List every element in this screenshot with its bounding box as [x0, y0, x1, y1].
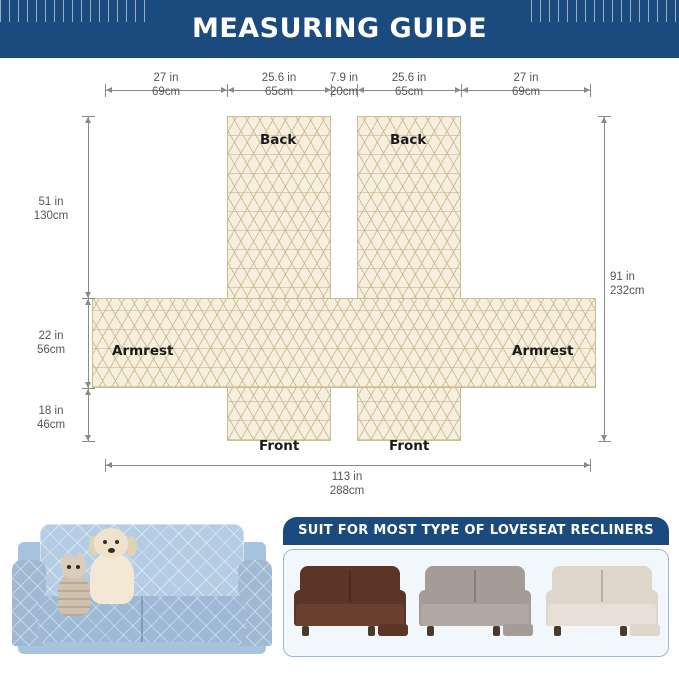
- dog-eye-left: [103, 540, 107, 544]
- left-dim-0-inches: 51 in: [38, 196, 64, 208]
- label-front-left: Front: [259, 438, 300, 454]
- recliner-seat: [296, 604, 404, 626]
- top-dim-1-cm: 65cm: [264, 86, 294, 98]
- left-dim-2-cm: 46cm: [36, 419, 66, 431]
- top-dim-1-inches: 25.6 in: [261, 72, 297, 84]
- label-back-right: Back: [390, 132, 427, 148]
- bottom-section: [0, 490, 679, 679]
- recliner-gray: [419, 564, 531, 644]
- page-title: MEASURING GUIDE: [191, 13, 488, 44]
- sofa-seat-split: [141, 596, 143, 642]
- top-arrow-0l: [106, 87, 112, 93]
- bottom-dim-inches: 113 in: [331, 471, 363, 483]
- top-tick-5: [590, 84, 591, 97]
- top-dim-4-cm: 69cm: [511, 86, 541, 98]
- top-dim-2-inches: 7.9 in: [329, 72, 359, 84]
- right-tick-1: [598, 441, 611, 442]
- measurement-diagram: [0, 58, 679, 497]
- right-dim: [610, 270, 672, 298]
- left-dim-0: [20, 195, 82, 223]
- recliner-seat: [548, 604, 656, 626]
- recliner-backrest: [552, 566, 652, 606]
- product-photo: [8, 500, 276, 668]
- left-dim-1-inches: 22 in: [38, 330, 64, 342]
- dog-nose: [108, 548, 115, 553]
- dog-head: [94, 528, 128, 558]
- recliner-leg-left: [427, 626, 434, 636]
- left-dim-1: [20, 329, 82, 357]
- label-front-right: Front: [389, 438, 430, 454]
- dog-body: [90, 552, 134, 604]
- dog-illustration: [86, 528, 140, 602]
- recliner-leg-left: [302, 626, 309, 636]
- top-dim-0-inches: 27 in: [153, 72, 179, 84]
- recliner-leg-left: [554, 626, 561, 636]
- panel-back-left: [227, 116, 331, 441]
- recliner-leg-right: [368, 626, 375, 636]
- left-tick-3: [82, 441, 95, 442]
- top-dim-0-cm: 69cm: [151, 86, 181, 98]
- compatibility-body: [283, 549, 669, 657]
- bottom-tick-1: [590, 459, 591, 472]
- left-arrow-0u: [85, 117, 91, 123]
- page-header: [0, 0, 679, 58]
- top-arrow-0r: [221, 87, 227, 93]
- bottom-arrow-left: [106, 462, 112, 468]
- top-arrow-4l: [462, 87, 468, 93]
- left-dim-2: [20, 404, 82, 432]
- cat-stripes: [58, 574, 90, 616]
- panel-back-right: [357, 116, 461, 441]
- right-dim-inches: 91 in: [610, 271, 635, 283]
- recliner-backrest: [300, 566, 400, 606]
- bottom-dim-cm: 288cm: [329, 485, 365, 497]
- recliner-brown: [294, 564, 406, 644]
- left-dim-0-cm: 130cm: [33, 210, 69, 222]
- bottom-arrow-right: [584, 462, 590, 468]
- right-arrow-up: [601, 117, 607, 123]
- right-arrow-down: [601, 435, 607, 441]
- cat-illustration: [54, 556, 94, 616]
- top-dim-2-cm: 20cm: [329, 86, 359, 98]
- recliner-seat: [421, 604, 529, 626]
- left-arrow-1u: [85, 299, 91, 305]
- top-arrow-4r: [584, 87, 590, 93]
- cat-eye-right: [76, 565, 80, 569]
- dog-eye-right: [115, 540, 119, 544]
- cat-eye-left: [67, 565, 71, 569]
- top-arrow-1l: [228, 87, 234, 93]
- bottom-dimension-line: [105, 465, 590, 466]
- left-dim-1-cm: 56cm: [36, 344, 66, 356]
- compatibility-panel: [283, 517, 669, 663]
- cat-head: [61, 556, 87, 579]
- top-dim-0: [126, 71, 206, 99]
- right-dim-cm: 232cm: [610, 285, 645, 297]
- left-dim-2-inches: 18 in: [38, 405, 64, 417]
- left-arrow-2d: [85, 435, 91, 441]
- top-dim-4: [486, 71, 566, 99]
- left-arrow-2u: [85, 389, 91, 395]
- recliner-leg-right: [493, 626, 500, 636]
- top-dim-3: [369, 71, 449, 99]
- left-arrow-1d: [85, 382, 91, 388]
- top-arrow-3r: [455, 87, 461, 93]
- left-arrow-0d: [85, 292, 91, 298]
- recliner-footrest: [378, 624, 408, 636]
- label-armrest-right: Armrest: [512, 343, 574, 359]
- recliner-footrest: [503, 624, 533, 636]
- recliner-backrest: [425, 566, 525, 606]
- label-back-left: Back: [260, 132, 297, 148]
- recliner-cream: [546, 564, 658, 644]
- label-armrest-left: Armrest: [112, 343, 174, 359]
- top-dim-3-cm: 65cm: [394, 86, 424, 98]
- recliner-footrest: [630, 624, 660, 636]
- recliner-leg-right: [620, 626, 627, 636]
- right-dimension-line: [604, 116, 605, 441]
- top-dim-4-inches: 27 in: [513, 72, 539, 84]
- top-dim-3-inches: 25.6 in: [391, 72, 427, 84]
- compatibility-title: SUIT FOR MOST TYPE OF LOVESEAT RECLINERS: [283, 517, 669, 545]
